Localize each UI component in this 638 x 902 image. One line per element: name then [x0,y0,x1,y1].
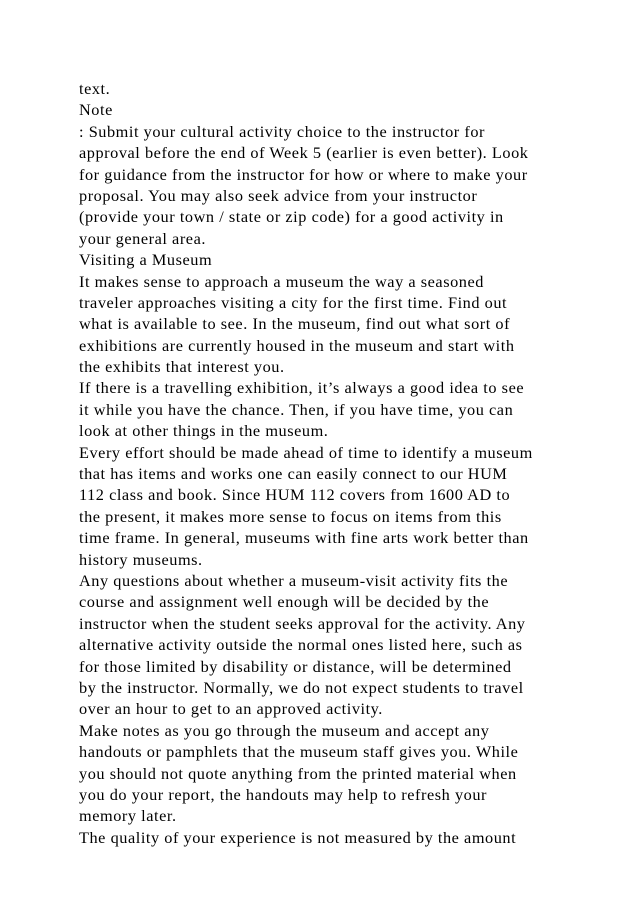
text-line: the present, it makes more sense to focus on items from this [79,506,502,526]
text-line: for those limited by disability or distance, will be determined [79,656,512,676]
text-line: time frame. In general, museums with fine arts work better than [79,528,529,548]
text-line: history museums. [79,549,203,569]
text-line: Any questions about whether a museum-visit activity fits the [79,570,509,590]
text-line: for guidance from the instructor for how or where to make your [79,164,528,184]
text-line: text. [79,79,111,98]
text-line: it while you have the chance. Then, if you have time, you can [79,399,514,419]
document-page [79,78,579,848]
text-line: over an hour to get to an approved activity. [79,699,383,719]
text-line: Every effort should be made ahead of time to identify a museum [79,442,533,462]
text-line: what is available to see. In the museum, find out what sort of [79,314,511,334]
text-line: by the instructor. Normally, we do not expect students to travel [79,677,524,697]
text-line: It makes sense to approach a museum the way a seasoned [79,271,484,291]
text-line: memory later. [79,806,177,826]
text-line: 112 class and book. Since HUM 112 covers from 1600 AD to [79,485,511,505]
section-heading: Visiting a Museum [79,250,213,270]
text-line: look at other things in the museum. [79,421,329,441]
text-line: (provide your town / state or zip code) for a good activity in [79,207,504,227]
text-line: Make notes as you go through the museum and accept any [79,720,490,740]
text-line: course and assignment well enough will be decided by the [79,592,490,612]
text-line: The quality of your experience is not measured by the amount [79,827,517,847]
text-line: : Submit your cultural activity choice to the instructor for [79,121,486,141]
text-line: your general area. [79,228,206,248]
text-line: exhibitions are currently housed in the museum and start with [79,335,515,355]
text-line: approval before the end of Week 5 (earlier is even better). Look [79,143,529,163]
text-line: you should not quote anything from the printed material when [79,763,517,783]
text-line: instructor when the student seeks approval for the activity. Any [79,613,526,633]
text-line: traveler approaches visiting a city for the first time. Find out [79,292,508,312]
text-line: you do your report, the handouts may help to refresh your [79,784,487,804]
text-line: alternative activity outside the normal ones listed here, such as [79,635,523,655]
text-line: Note [79,100,113,120]
text-line: proposal. You may also seek advice from your instructor [79,185,478,205]
text-line: If there is a travelling exhibition, it’s always a good idea to see [79,378,525,398]
text-line: the exhibits that interest you. [79,357,285,377]
text-line: that has items and works one can easily connect to our HUM [79,464,508,484]
text-line: handouts or pamphlets that the museum staff gives you. While [79,742,519,762]
